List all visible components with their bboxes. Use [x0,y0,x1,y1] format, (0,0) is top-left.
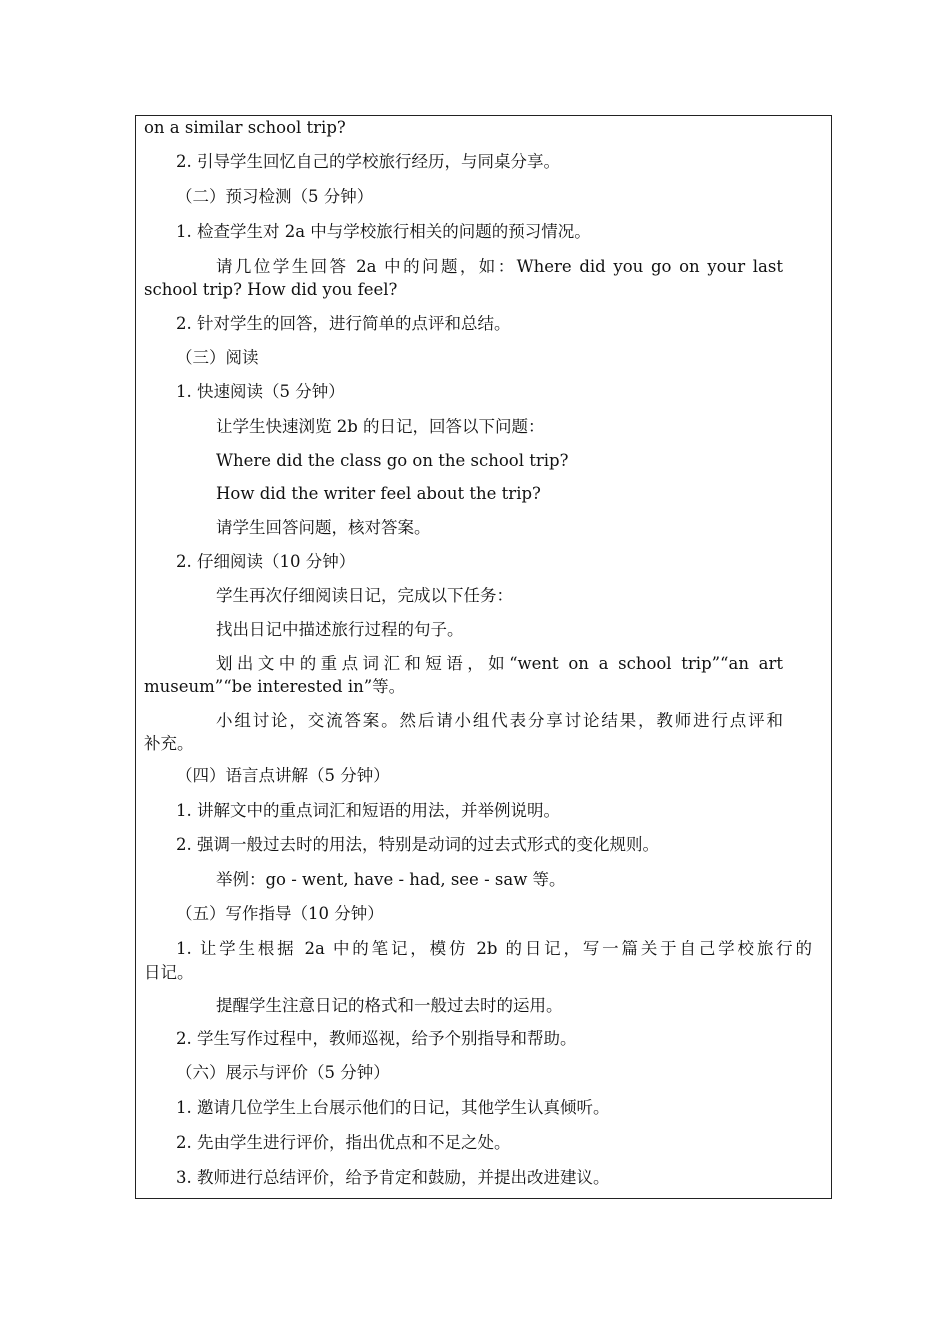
text-line: 2. 仔细阅读（10 分钟） [176,552,356,571]
text-line: 举例：go - went, have - had, see - saw 等。 [216,870,566,889]
text-line: 学生再次仔细阅读日记，完成以下任务： [216,586,513,605]
text-line: 划出文中的重点词汇和短语，如“went on a school trip”“an art [216,654,783,673]
text-line: museum”“be interested in”等。 [144,677,406,696]
section-heading: （六）展示与评价（5 分钟） [176,1063,390,1082]
section-heading: （二）预习检测（5 分钟） [176,187,374,206]
text-line: 1. 快速阅读（5 分钟） [176,382,345,401]
text-line: 3. 教师进行总结评价，给予肯定和鼓励，并提出改进建议。 [176,1168,610,1187]
text-line: 2. 针对学生的回答，进行简单的点评和总结。 [176,314,511,333]
text-line: 2. 引导学生回忆自己的学校旅行经历，与同桌分享。 [176,152,560,171]
text-line: 1. 讲解文中的重点词汇和短语的用法，并举例说明。 [176,801,560,820]
text-line: on a similar school trip? [144,118,346,137]
text-line: 请几位学生回答 2a 中的问题，如：Where did you go on your last [216,257,783,276]
text-line: 1. 检查学生对 2a 中与学校旅行相关的问题的预习情况。 [176,222,591,241]
text-line: school trip? How did you feel? [144,280,398,299]
text-line: 日记。 [144,963,194,982]
text-line: How did the writer feel about the trip? [216,484,541,503]
text-line: 让学生快速浏览 2b 的日记，回答以下问题： [216,417,545,436]
text-line: 补充。 [144,734,194,753]
text-line: 1. 邀请几位学生上台展示他们的日记，其他学生认真倾听。 [176,1098,610,1117]
text-line: 2. 先由学生进行评价，指出优点和不足之处。 [176,1133,511,1152]
section-heading: （四）语言点讲解（5 分钟） [176,766,390,785]
text-line: 找出日记中描述旅行过程的句子。 [216,620,464,639]
section-heading: （五）写作指导（10 分钟） [176,904,384,923]
text-line: 1. 让学生根据 2a 中的笔记，模仿 2b 的日记，写一篇关于自己学校旅行的 [176,939,812,958]
text-line: 2. 学生写作过程中，教师巡视，给予个别指导和帮助。 [176,1029,577,1048]
text-line: 提醒学生注意日记的格式和一般过去时的运用。 [216,996,563,1015]
text-line: 2. 强调一般过去时的用法，特别是动词的过去式形式的变化规则。 [176,835,659,854]
text-line: Where did the class go on the school trip? [216,451,569,470]
text-line: 小组讨论，交流答案。然后请小组代表分享讨论结果，教师进行点评和 [216,711,783,730]
section-heading: （三）阅读 [176,348,259,367]
text-line: 请学生回答问题，核对答案。 [216,518,431,537]
